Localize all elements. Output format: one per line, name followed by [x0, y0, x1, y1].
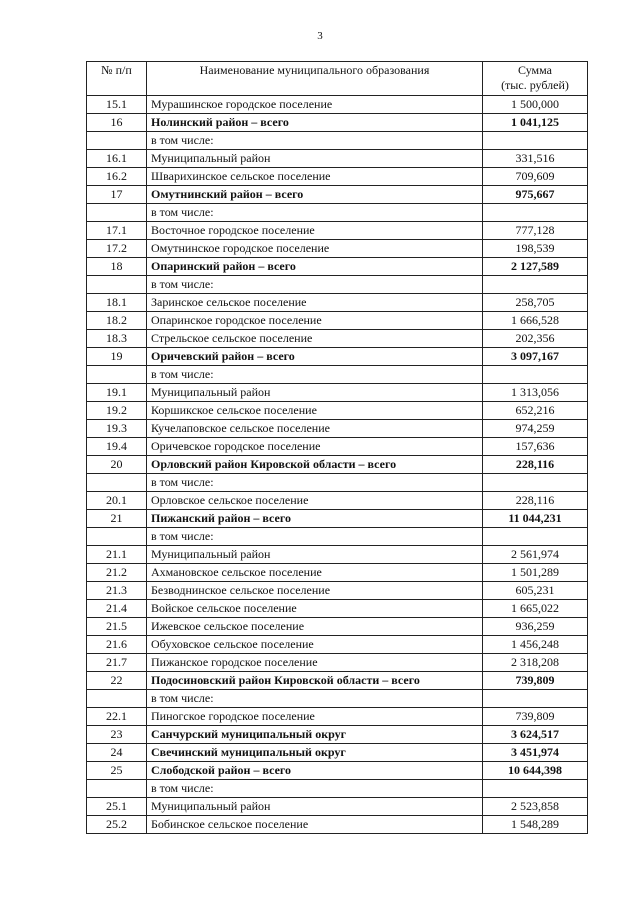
row-sum: 2 127,589	[483, 258, 588, 276]
row-sum	[483, 528, 588, 546]
row-name: Оричевское городское поселение	[147, 438, 483, 456]
row-sum: 3 624,517	[483, 726, 588, 744]
row-number: 24	[87, 744, 147, 762]
row-number: 16.2	[87, 168, 147, 186]
table-row	[87, 114, 588, 132]
row-sum: 1 313,056	[483, 384, 588, 402]
header-sum-title: Сумма	[518, 63, 552, 77]
row-sum: 709,609	[483, 168, 588, 186]
row-sum: 11 044,231	[483, 510, 588, 528]
header-number: № п/п	[87, 62, 147, 96]
table-row	[87, 420, 588, 438]
row-name: Пижанское городское поселение	[147, 654, 483, 672]
row-number: 18.2	[87, 312, 147, 330]
allocation-table	[86, 61, 588, 834]
row-sum: 1 548,289	[483, 816, 588, 834]
row-name: Санчурский муниципальный округ	[147, 726, 483, 744]
table-row	[87, 222, 588, 240]
row-sum	[483, 366, 588, 384]
row-sum	[483, 276, 588, 294]
table-row	[87, 384, 588, 402]
table-row	[87, 240, 588, 258]
table-row	[87, 744, 588, 762]
row-number: 18.1	[87, 294, 147, 312]
row-number: 17.2	[87, 240, 147, 258]
row-number: 20.1	[87, 492, 147, 510]
row-sum: 2 523,858	[483, 798, 588, 816]
row-number: 21.3	[87, 582, 147, 600]
header-sum	[483, 62, 588, 96]
row-number: 21.1	[87, 546, 147, 564]
row-name: Обуховское сельское поселение	[147, 636, 483, 654]
row-name: Муниципальный район	[147, 546, 483, 564]
row-sum: 228,116	[483, 492, 588, 510]
row-name: в том числе:	[147, 474, 483, 492]
row-sum: 936,259	[483, 618, 588, 636]
row-name: Муниципальный район	[147, 798, 483, 816]
row-name: Свечинский муниципальный округ	[147, 744, 483, 762]
table-row	[87, 168, 588, 186]
row-number: 21	[87, 510, 147, 528]
row-number: 19.2	[87, 402, 147, 420]
row-name: Кучелаповское сельское поселение	[147, 420, 483, 438]
table-row	[87, 798, 588, 816]
row-sum: 1 501,289	[483, 564, 588, 582]
row-number: 21.5	[87, 618, 147, 636]
table-row	[87, 186, 588, 204]
row-number: 19.1	[87, 384, 147, 402]
row-sum: 1 666,528	[483, 312, 588, 330]
table-row	[87, 456, 588, 474]
row-number: 21.2	[87, 564, 147, 582]
row-number: 22.1	[87, 708, 147, 726]
row-name: в том числе:	[147, 366, 483, 384]
header-sum-unit: (тыс. рублей)	[501, 78, 569, 92]
table-row	[87, 600, 588, 618]
row-sum: 739,809	[483, 708, 588, 726]
row-name: Бобинское сельское поселение	[147, 816, 483, 834]
row-name: Оричевский район – всего	[147, 348, 483, 366]
row-sum	[483, 780, 588, 798]
table-row	[87, 708, 588, 726]
row-number: 21.4	[87, 600, 147, 618]
row-sum: 777,128	[483, 222, 588, 240]
row-sum: 10 644,398	[483, 762, 588, 780]
row-number	[87, 780, 147, 798]
row-name: в том числе:	[147, 204, 483, 222]
table-row	[87, 366, 588, 384]
row-sum: 258,705	[483, 294, 588, 312]
row-name: Слободской район – всего	[147, 762, 483, 780]
table-row	[87, 528, 588, 546]
row-number: 18.3	[87, 330, 147, 348]
row-sum: 2 561,974	[483, 546, 588, 564]
row-number: 25.2	[87, 816, 147, 834]
row-number: 16	[87, 114, 147, 132]
table-row	[87, 312, 588, 330]
row-name: Заринское сельское поселение	[147, 294, 483, 312]
row-sum: 652,216	[483, 402, 588, 420]
row-name: в том числе:	[147, 780, 483, 798]
row-sum: 3 097,167	[483, 348, 588, 366]
row-name: Орловское сельское поселение	[147, 492, 483, 510]
row-name: Омутнинский район – всего	[147, 186, 483, 204]
row-sum: 202,356	[483, 330, 588, 348]
table-row	[87, 402, 588, 420]
row-name: Пижанский район – всего	[147, 510, 483, 528]
row-sum: 2 318,208	[483, 654, 588, 672]
row-number: 22	[87, 672, 147, 690]
row-number: 21.6	[87, 636, 147, 654]
row-sum: 975,667	[483, 186, 588, 204]
header-name: Наименование муниципального образования	[147, 62, 483, 96]
row-sum	[483, 690, 588, 708]
table-row	[87, 636, 588, 654]
row-number: 20	[87, 456, 147, 474]
row-number	[87, 474, 147, 492]
table-row	[87, 762, 588, 780]
row-sum	[483, 204, 588, 222]
row-number	[87, 204, 147, 222]
table-row	[87, 258, 588, 276]
table-row	[87, 474, 588, 492]
row-name: Подосиновский район Кировской области – всего	[147, 672, 483, 690]
table-row	[87, 618, 588, 636]
row-name: Пиногское городское поселение	[147, 708, 483, 726]
table-row	[87, 294, 588, 312]
table-row	[87, 330, 588, 348]
row-name: Омутнинское городское поселение	[147, 240, 483, 258]
row-name: Безводнинское сельское поселение	[147, 582, 483, 600]
row-number: 19.4	[87, 438, 147, 456]
table-row	[87, 276, 588, 294]
row-number: 23	[87, 726, 147, 744]
table-row	[87, 96, 588, 114]
row-name: Ижевское сельское поселение	[147, 618, 483, 636]
table-row	[87, 132, 588, 150]
row-sum: 3 451,974	[483, 744, 588, 762]
row-sum: 331,516	[483, 150, 588, 168]
row-sum	[483, 474, 588, 492]
table-row	[87, 564, 588, 582]
row-number	[87, 528, 147, 546]
page-number: 3	[317, 30, 323, 42]
table-row	[87, 348, 588, 366]
row-name: Шварихинское сельское поселение	[147, 168, 483, 186]
row-sum: 1 456,248	[483, 636, 588, 654]
row-number	[87, 132, 147, 150]
row-name: Мурашинское городское поселение	[147, 96, 483, 114]
row-number: 19	[87, 348, 147, 366]
table-row	[87, 780, 588, 798]
table-row	[87, 672, 588, 690]
row-name: в том числе:	[147, 276, 483, 294]
row-name: Войское сельское поселение	[147, 600, 483, 618]
row-number: 19.3	[87, 420, 147, 438]
table-row	[87, 510, 588, 528]
row-name: Стрельское сельское поселение	[147, 330, 483, 348]
table-row	[87, 204, 588, 222]
row-number: 21.7	[87, 654, 147, 672]
row-name: Опаринское городское поселение	[147, 312, 483, 330]
row-name: Орловский район Кировской области – всего	[147, 456, 483, 474]
row-name: Восточное городское поселение	[147, 222, 483, 240]
row-number: 17	[87, 186, 147, 204]
row-number: 16.1	[87, 150, 147, 168]
row-sum	[483, 132, 588, 150]
table-row	[87, 150, 588, 168]
row-number: 17.1	[87, 222, 147, 240]
row-name: Нолинский район – всего	[147, 114, 483, 132]
row-number	[87, 276, 147, 294]
row-name: Ахмановское сельское поселение	[147, 564, 483, 582]
row-number: 25.1	[87, 798, 147, 816]
table-header-row	[87, 62, 588, 96]
row-number: 18	[87, 258, 147, 276]
row-name: Муниципальный район	[147, 150, 483, 168]
row-sum: 198,539	[483, 240, 588, 258]
row-sum: 1 041,125	[483, 114, 588, 132]
row-name: Коршикское сельское поселение	[147, 402, 483, 420]
table-row	[87, 492, 588, 510]
table-row	[87, 816, 588, 834]
row-name: в том числе:	[147, 132, 483, 150]
table-row	[87, 654, 588, 672]
table-row	[87, 690, 588, 708]
row-name: в том числе:	[147, 690, 483, 708]
table-row	[87, 438, 588, 456]
row-sum: 605,231	[483, 582, 588, 600]
row-sum: 1 665,022	[483, 600, 588, 618]
row-sum: 228,116	[483, 456, 588, 474]
row-name: Опаринский район – всего	[147, 258, 483, 276]
row-number	[87, 690, 147, 708]
row-number	[87, 366, 147, 384]
row-sum: 157,636	[483, 438, 588, 456]
row-sum: 739,809	[483, 672, 588, 690]
row-sum: 1 500,000	[483, 96, 588, 114]
row-name: в том числе:	[147, 528, 483, 546]
table-row	[87, 582, 588, 600]
row-name: Муниципальный район	[147, 384, 483, 402]
table-row	[87, 726, 588, 744]
row-number: 15.1	[87, 96, 147, 114]
row-sum: 974,259	[483, 420, 588, 438]
table-row	[87, 546, 588, 564]
row-number: 25	[87, 762, 147, 780]
